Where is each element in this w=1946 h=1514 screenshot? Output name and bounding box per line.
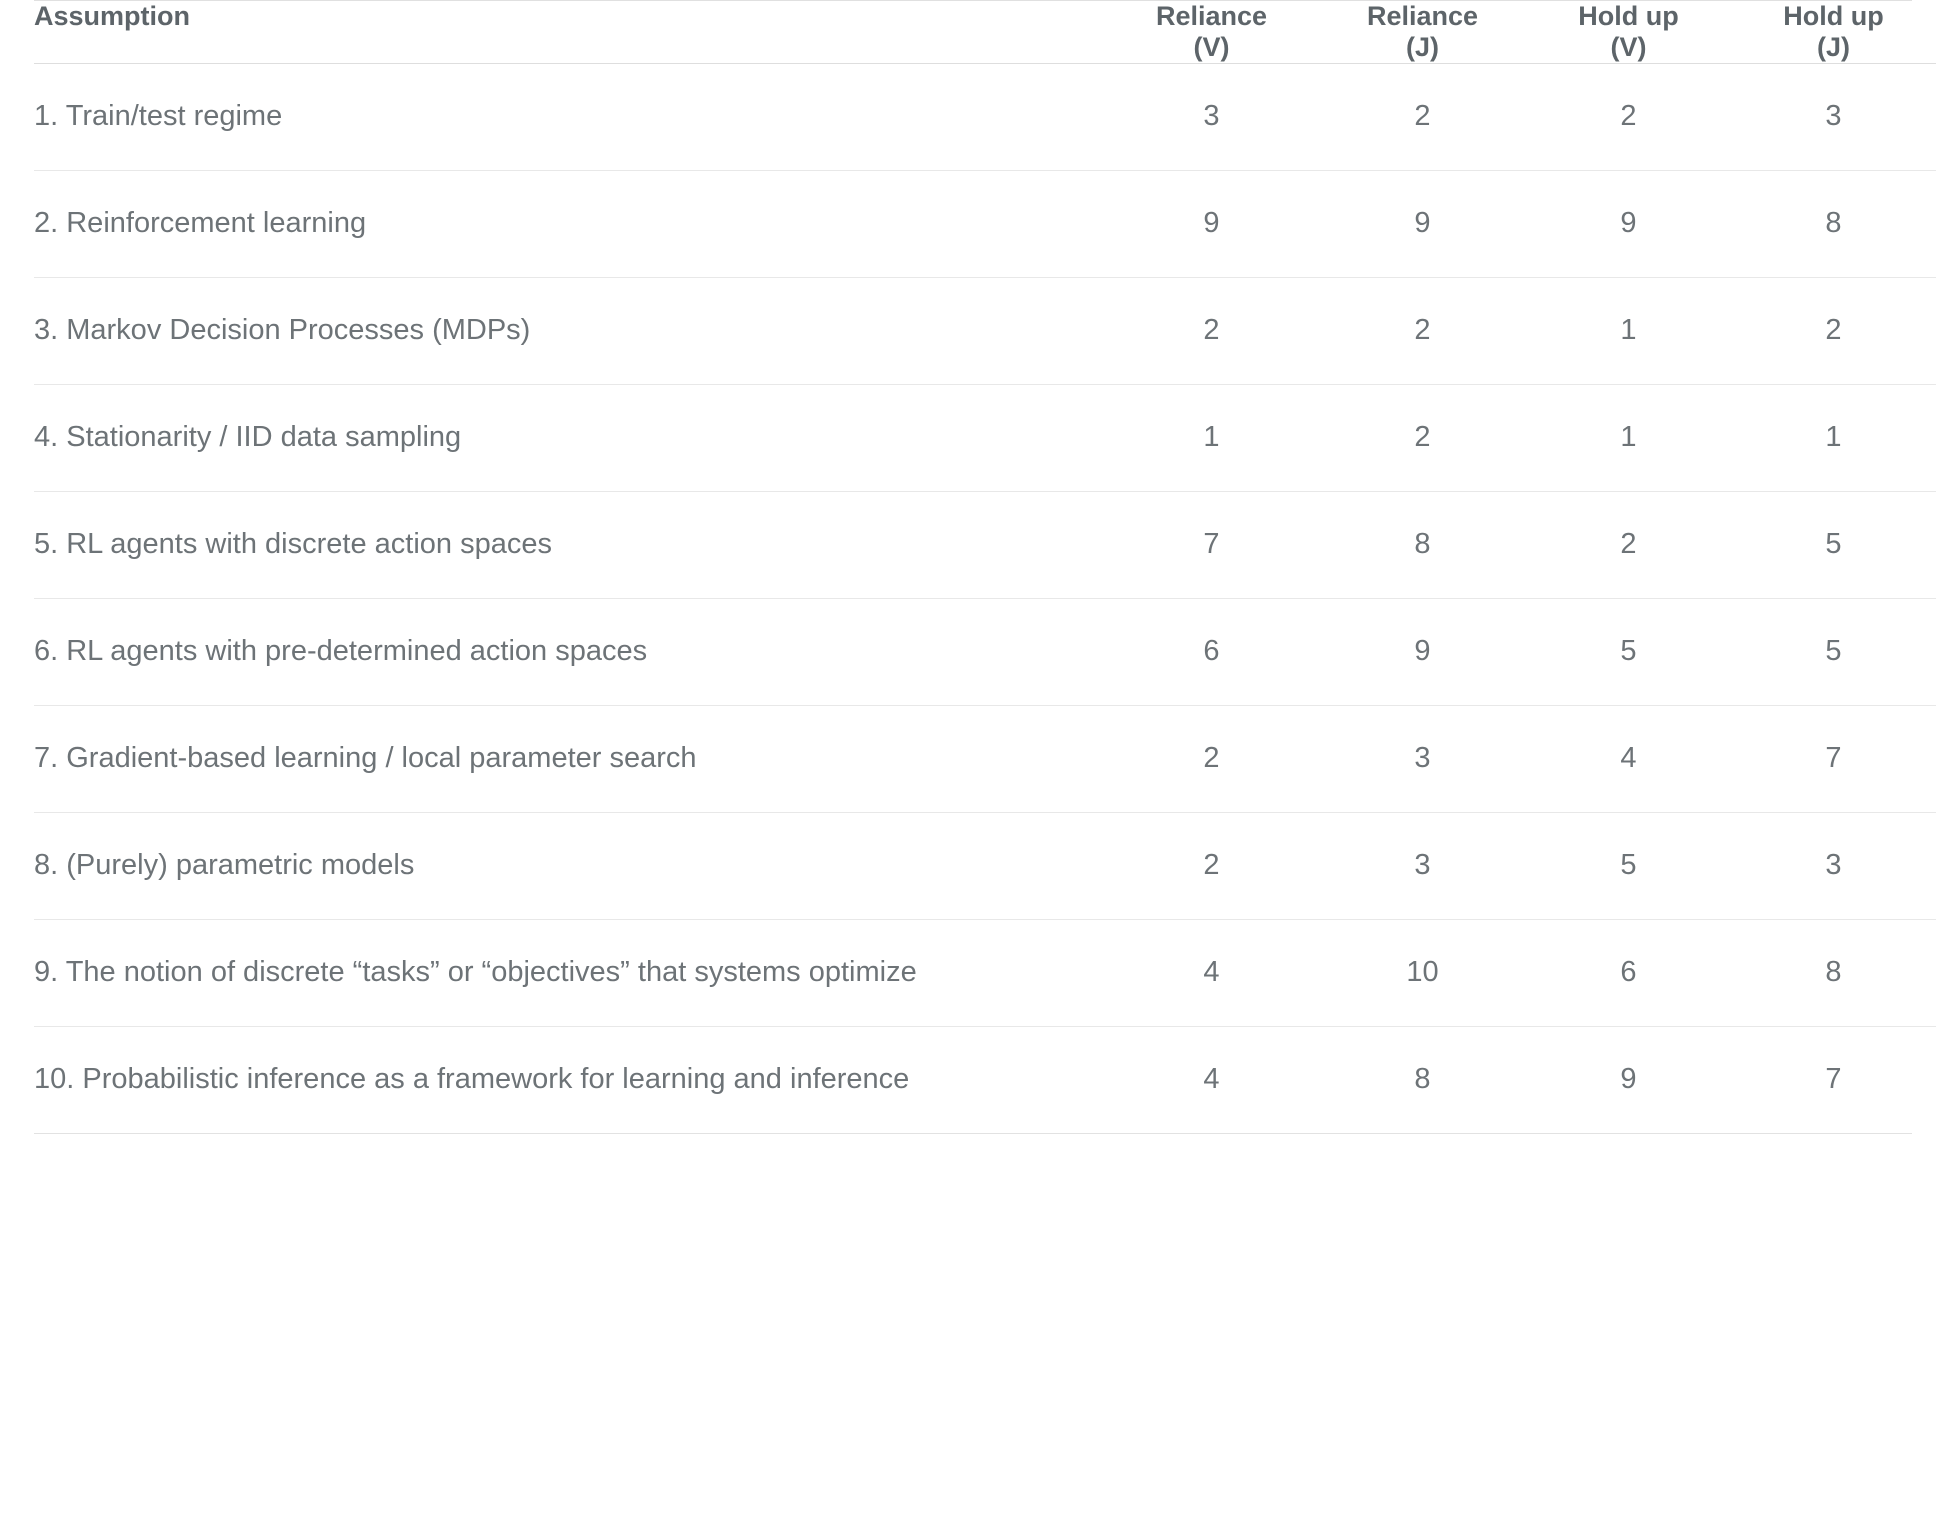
column-header-reliance-v: Reliance <box>1155 1 1268 31</box>
holdup-v-value: 2 <box>1526 491 1731 598</box>
holdup-v-value: 1 <box>1526 384 1731 491</box>
holdup-j-value: 2 <box>1731 277 1936 384</box>
assumption-label: 2. Reinforcement learning <box>34 170 1104 277</box>
holdup-j-value: 7 <box>1731 1026 1936 1132</box>
reliance-v-value: 9 <box>1104 170 1319 277</box>
reliance-j-value: 3 <box>1319 812 1526 919</box>
assumption-label: 5. RL agents with discrete action spaces <box>34 491 1104 598</box>
assumption-label: 6. RL agents with pre-determined action spaces <box>34 598 1104 705</box>
holdup-v-value: 5 <box>1526 598 1731 705</box>
header-row-line1 <box>34 1 1936 32</box>
assumption-label: 1. Train/test regime <box>34 64 1104 171</box>
column-subheader-reliance-j: (J) <box>1406 32 1439 62</box>
column-header-reliance-j: Reliance <box>1366 1 1479 31</box>
reliance-j-value: 3 <box>1319 705 1526 812</box>
table-body <box>34 64 1936 1133</box>
table-row <box>34 1026 1936 1132</box>
reliance-v-value: 1 <box>1104 384 1319 491</box>
column-header-assumption: Assumption <box>34 1 191 31</box>
holdup-v-value: 2 <box>1526 64 1731 171</box>
header-row-line2 <box>34 32 1936 64</box>
reliance-v-value: 7 <box>1104 491 1319 598</box>
reliance-j-value: 9 <box>1319 170 1526 277</box>
table-row <box>34 64 1936 171</box>
holdup-v-value: 9 <box>1526 1026 1731 1132</box>
reliance-v-value: 2 <box>1104 812 1319 919</box>
reliance-j-value: 8 <box>1319 1026 1526 1132</box>
holdup-j-value: 8 <box>1731 170 1936 277</box>
holdup-j-value: 5 <box>1731 491 1936 598</box>
table-row <box>34 812 1936 919</box>
reliance-j-value: 8 <box>1319 491 1526 598</box>
reliance-v-value: 3 <box>1104 64 1319 171</box>
holdup-v-value: 6 <box>1526 919 1731 1026</box>
page-container <box>0 1 1946 1133</box>
column-subheader-assumption <box>34 32 1104 64</box>
holdup-v-value: 5 <box>1526 812 1731 919</box>
reliance-j-value: 2 <box>1319 64 1526 171</box>
column-subheader-reliance-v: (V) <box>1193 32 1230 62</box>
assumption-label: 9. The notion of discrete “tasks” or “objectives” that systems optimize <box>34 919 1104 1026</box>
column-header-holdup-j: Hold up <box>1783 1 1884 31</box>
table-bottom-divider <box>34 1133 1912 1134</box>
table-row <box>34 277 1936 384</box>
reliance-v-value: 2 <box>1104 705 1319 812</box>
holdup-j-value: 5 <box>1731 598 1936 705</box>
column-subheader-holdup-j: (J) <box>1817 32 1850 62</box>
assumption-label: 10. Probabilistic inference as a framework for learning and inference <box>34 1026 1104 1132</box>
table-row <box>34 919 1936 1026</box>
assumption-label: 3. Markov Decision Processes (MDPs) <box>34 277 1104 384</box>
table-row <box>34 491 1936 598</box>
column-header-holdup-v: Hold up <box>1578 1 1679 31</box>
reliance-v-value: 2 <box>1104 277 1319 384</box>
assumptions-table <box>34 1 1936 1133</box>
holdup-v-value: 1 <box>1526 277 1731 384</box>
table-row <box>34 384 1936 491</box>
reliance-v-value: 4 <box>1104 1026 1319 1132</box>
table-header <box>34 1 1936 64</box>
assumption-label: 8. (Purely) parametric models <box>34 812 1104 919</box>
assumption-label: 4. Stationarity / IID data sampling <box>34 384 1104 491</box>
table-row <box>34 598 1936 705</box>
reliance-v-value: 6 <box>1104 598 1319 705</box>
holdup-v-value: 4 <box>1526 705 1731 812</box>
reliance-j-value: 9 <box>1319 598 1526 705</box>
holdup-j-value: 3 <box>1731 812 1936 919</box>
holdup-v-value: 9 <box>1526 170 1731 277</box>
reliance-j-value: 2 <box>1319 277 1526 384</box>
reliance-v-value: 4 <box>1104 919 1319 1026</box>
table-row <box>34 705 1936 812</box>
assumption-label: 7. Gradient-based learning / local parameter search <box>34 705 1104 812</box>
holdup-j-value: 3 <box>1731 64 1936 171</box>
holdup-j-value: 8 <box>1731 919 1936 1026</box>
reliance-j-value: 2 <box>1319 384 1526 491</box>
table-row <box>34 170 1936 277</box>
reliance-j-value: 10 <box>1319 919 1526 1026</box>
holdup-j-value: 1 <box>1731 384 1936 491</box>
column-subheader-holdup-v: (V) <box>1610 32 1647 62</box>
holdup-j-value: 7 <box>1731 705 1936 812</box>
